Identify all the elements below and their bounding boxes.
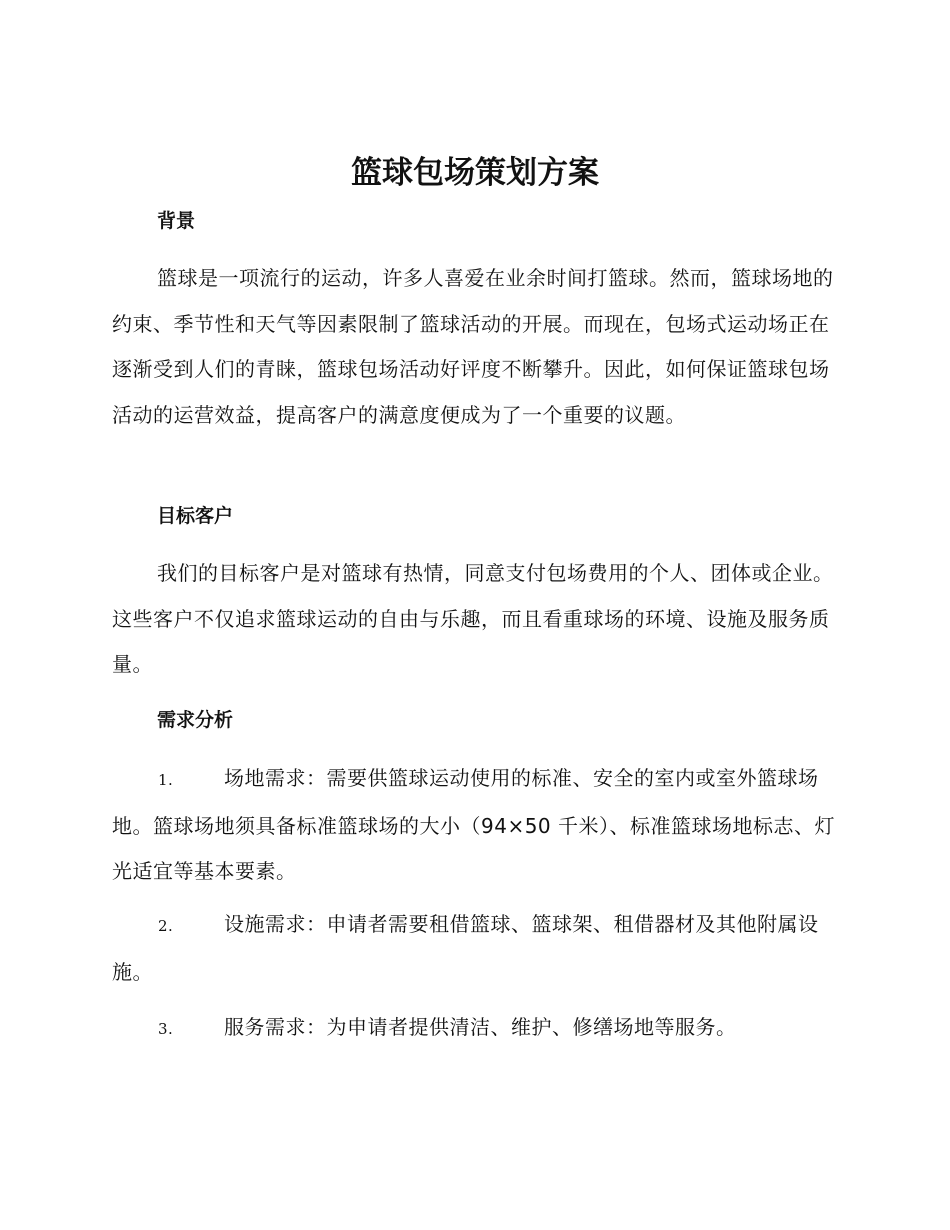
list-item-text: 服务需求：为申请者提供清洁、维护、修缮场地等服务。 [224,1015,737,1039]
heading-target-customers: 目标客户 [157,505,234,527]
list-item-number: 2. [158,917,174,935]
document-title: 篮球包场策划方案 [351,155,599,191]
list-item-service-needs [112,1005,842,1053]
list-item-text: 场地需求：需要供篮球运动使用的标准、安全的室内或室外篮球场地。篮球场地须具备标准篮球场的大小（94×50 千米）、标准篮球场地标志、灯光适宜等基本要素。 [112,766,836,883]
paragraph-target-customers: 我们的目标客户是对篮球有热情，同意支付包场费用的个人、团体或企业。这些客户不仅追求篮球运动的自由与乐趣，而且看重球场的环境、设施及服务质量。 [112,561,834,676]
list-item-venue-needs [112,756,842,895]
list-item-number: 3. [158,1020,174,1038]
heading-needs-analysis: 需求分析 [157,709,234,731]
list-item-text: 设施需求：申请者需要租借篮球、篮球架、租借器材及其他附属设施。 [112,912,819,984]
heading-background: 背景 [157,210,196,232]
list-item-number: 1. [158,771,174,789]
list-item-facility-needs [112,902,842,995]
paragraph-background: 篮球是一项流行的运动，许多人喜爱在业余时间打篮球。然而，篮球场地的约束、季节性和天气等因素限制了篮球活动的开展。而现在，包场式运动场正在逐渐受到人们的青睐，篮球包场活动好评度不断攀升。因此，如何保证篮球包场活动的运营效益，提高客户的满意度便成为了一个重要的议题。 [112,266,834,427]
